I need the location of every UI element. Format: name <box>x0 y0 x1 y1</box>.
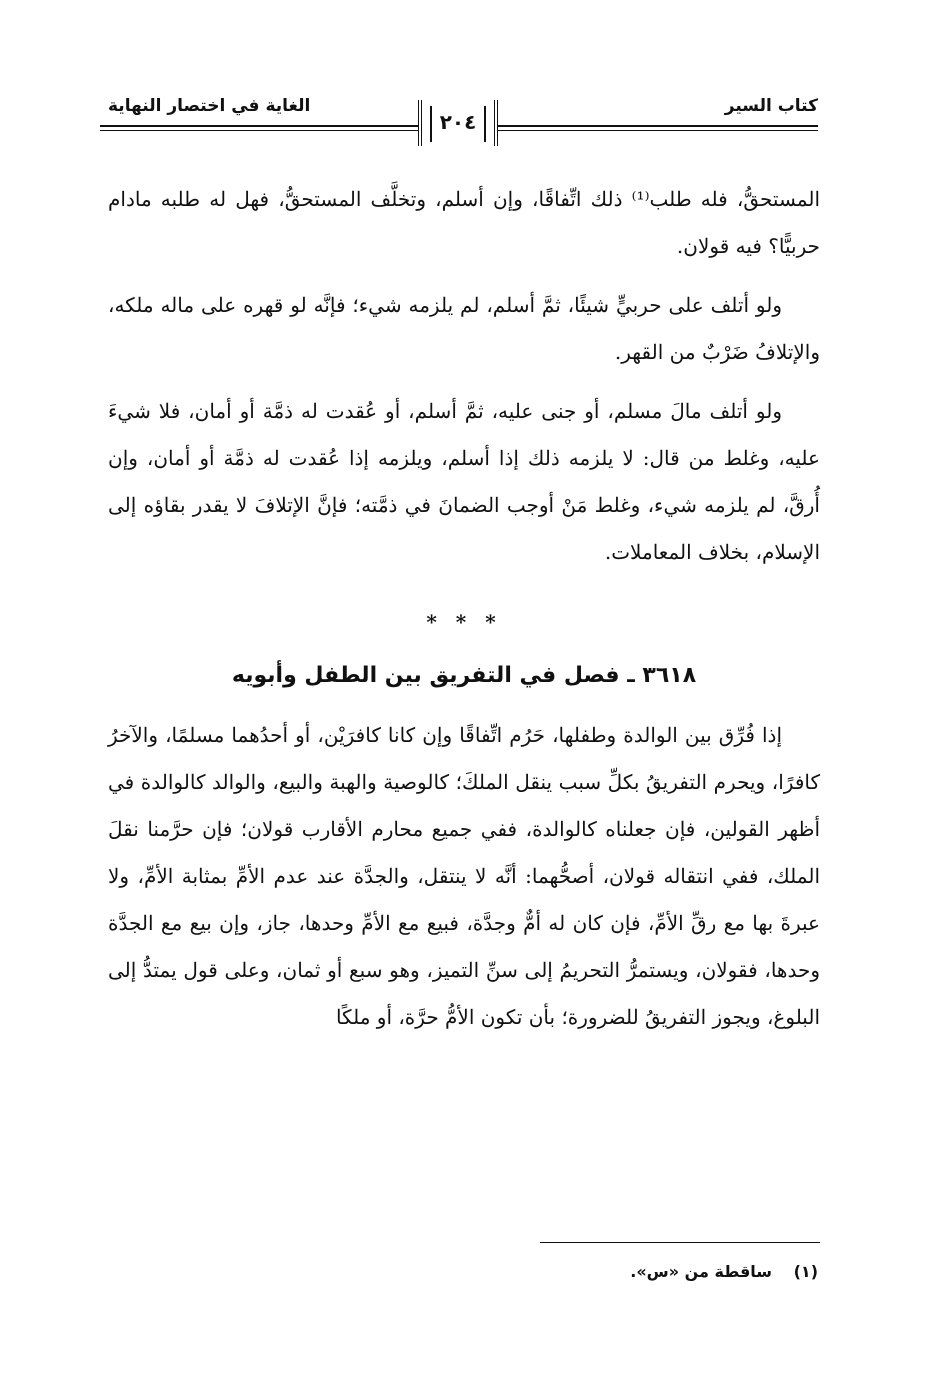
footnote-divider <box>540 1242 820 1243</box>
page-number-frame <box>418 100 498 146</box>
section-heading: ٣٦١٨ ـ فصل في التفريق بين الطفل وأبويه <box>231 663 697 688</box>
footnote <box>630 1262 818 1281</box>
running-title-left: الغاية في اختصار النهاية <box>108 96 311 116</box>
running-title-right: كتاب السير <box>724 96 818 116</box>
footnote-number: (١) <box>793 1262 818 1281</box>
page-number: ٢٠٤ <box>439 110 477 134</box>
paragraph-2: ولو أتلف على حربيٍّ شيئًا، ثمَّ أسلم، لم يلزمه شيء؛ فإنَّه لو قهره على ماله ملكه، والإتلافُ ضَرْبٌ من القهر. <box>108 293 820 364</box>
section-paragraph: إذا فُرِّق بين الوالدة وطفلها، حَرُم اتِّفاقًا وإن كانا كافرَيْن، أو أحدُهما مسلمًا، والآخرُ كافرًا، ويحرم التفريقُ بكلِّ سبب ينقل الملكَ؛ كالوصية والهبة والبيع، والوالد كالوالدة في أظهر القولين، فإن جعلناه كالوالدة، ففي جميع محارم الأقارب قولان؛ فإن حرَّمنا نقلَ الملك، ففي انتقاله قولان، أصحُّهما: أنَّه لا ينتقل، والجدَّة عند عدم الأمِّ بمثابة الأمِّ، ولا عبرةَ بها مع رقِّ الأمِّ، فإن كان له أمٌّ وجدَّة، فبيع مع الأمِّ وحدها، جاز، وإن بيع مع الجدَّة وحدها، فقولان، ويستمرُّ التحريمُ إلى سنِّ التميز، وهو سبع أو ثمان، وعلى قول يمتدُّ إلى البلوغ، ويجوز التفريقُ للضرورة؛ بأن تكون الأمُّ حرَّة، أو ملكًا <box>108 723 820 1029</box>
paragraph-1: المستحقُّ، فله طلب⁽¹⁾ ذلك اتِّفاقًا، وإن أسلم، وتخلَّف المستحقُّ، فهل له طلبه مادام حربيًّا؟ فيه قولان. <box>108 187 820 258</box>
page-header <box>100 92 818 152</box>
footnote-text: ساقطة من «س». <box>630 1262 773 1281</box>
paragraph-3: ولو أتلف مالَ مسلم، أو جنى عليه، ثمَّ أسلم، أو عُقدت له ذمَّة أو أمان، فلا شيءَ عليه، وغلط من قال: لا يلزمه ذلك إذا أسلم، ويلزمه إذا عُقدت له ذمَّة أو أمان، وإن أُرقَّ، لم يلزمه شيء، وغلط مَنْ أوجب الضمانَ في ذمَّته؛ فإنَّ الإتلافَ لا يقدر بقاؤه إلى الإسلام، بخلاف المعاملات. <box>108 399 820 564</box>
page-body <box>108 176 820 1053</box>
section-separator: * * * <box>426 610 502 634</box>
